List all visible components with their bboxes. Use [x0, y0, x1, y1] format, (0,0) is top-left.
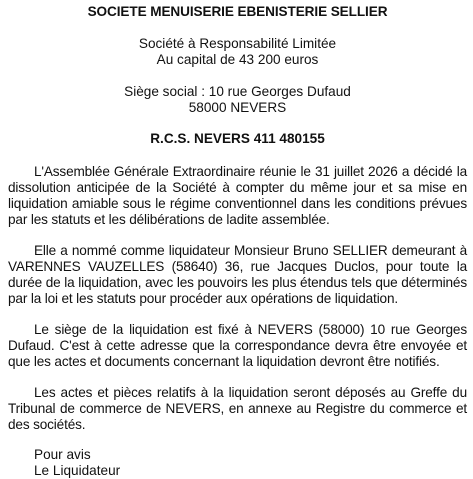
head-office [8, 84, 467, 116]
head-office-address: Siège social : 10 rue Georges Dufaud [124, 84, 351, 99]
paragraph-liquidator: Elle a nommé comme liquidateur Monsieur Bruno SELLIER demeurant à VARENNES VAUZELLES (58640) 36, rue Jacques Duclos, pour toute la durée de la liquidation, avec les pouvoirs les plus étendus tels que déterminés par la loi et les statuts pour procéder aux opérations de liquidation. [8, 243, 467, 306]
rcs-number: R.C.S. NEVERS 411 480155 [150, 131, 325, 146]
closing-liquidator: Le Liquidateur [34, 463, 121, 478]
head-office-city: 58000 NEVERS [188, 100, 287, 115]
closing-signature [34, 447, 467, 479]
capital: Au capital de 43 200 euros [156, 52, 319, 67]
company-legal-info [8, 36, 467, 68]
paragraph-dissolution: L'Assemblée Générale Extraordinaire réunie le 31 juillet 2026 a décidé la dissolution anticipée de la Société à compter du même jour et sa mise en liquidation amiable sous le régime conventionnel dans les conditions prévues par les statuts et les délibérations de ladite assemblée. [8, 164, 467, 227]
paragraph-filing: Les actes et pièces relatifs à la liquidation seront déposés au Greffe du Tribunal de commerce de NEVERS, en annexe au Registre du commerce et des sociétés. [8, 385, 467, 432]
paragraph-liquidation-seat: Le siège de la liquidation est fixé à NEVERS (58000) 10 rue Georges Dufaud. C'est à cette adresse que la correspondance devra être envoyée et que les actes et documents concernant la liquidation devront être notifiés. [8, 322, 467, 369]
closing-for-notice: Pour avis [34, 447, 91, 462]
company-name: SOCIETE MENUISERIE EBENISTERIE SELLIER [87, 4, 388, 19]
legal-form: Société à Responsabilité Limitée [138, 36, 337, 51]
